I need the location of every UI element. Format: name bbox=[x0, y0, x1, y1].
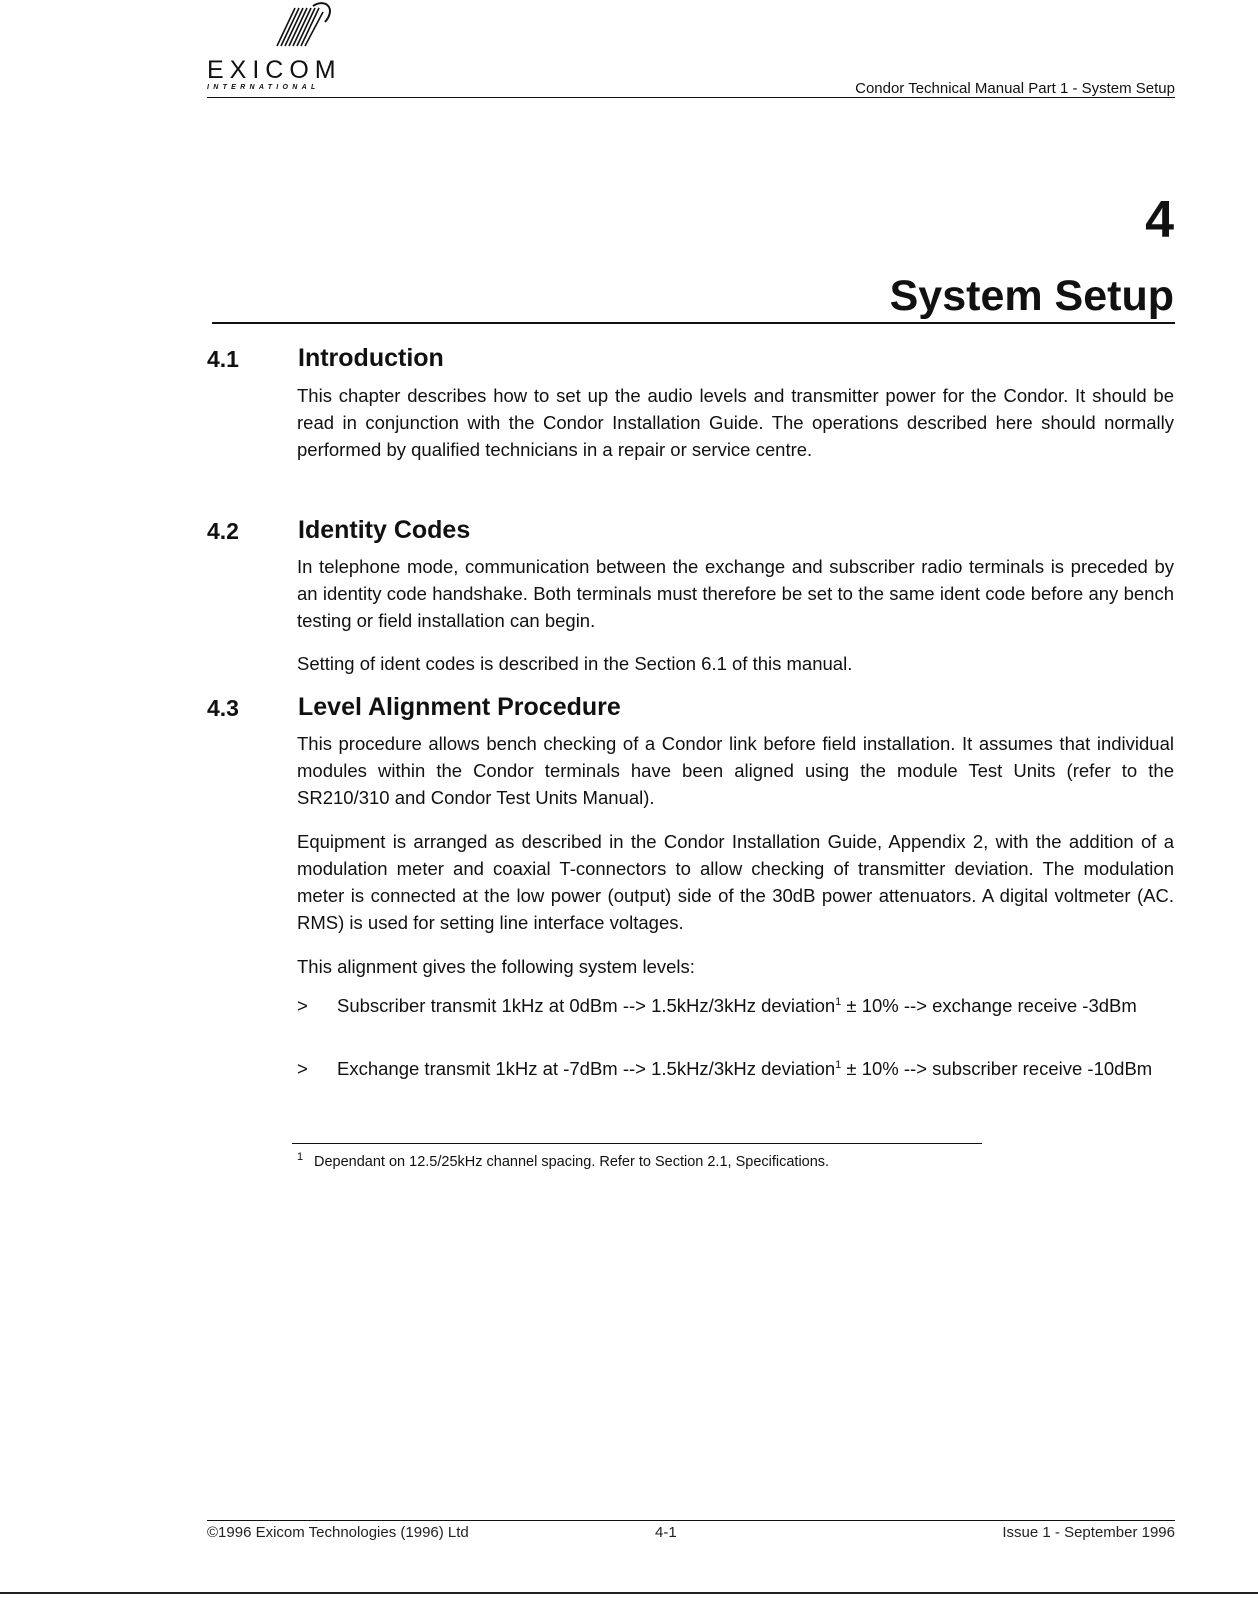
chapter-title: System Setup bbox=[889, 272, 1174, 320]
logo-mark-icon bbox=[273, 0, 337, 48]
footnote-divider bbox=[292, 1143, 982, 1144]
logo-wordmark: EXICOM bbox=[207, 56, 342, 84]
footnote-ref: 1 bbox=[835, 995, 842, 1008]
section-title-level-alignment: Level Alignment Procedure bbox=[298, 693, 621, 721]
section-title-identity-codes: Identity Codes bbox=[298, 516, 471, 544]
list-item-text: ± 10% --> exchange receive -3dBm bbox=[841, 995, 1137, 1016]
running-header: Condor Technical Manual Part 1 - System Setup bbox=[855, 80, 1175, 97]
exicom-logo bbox=[207, 0, 377, 96]
bullet-marker: > bbox=[297, 995, 308, 1016]
footer-copyright: ©1996 Exicom Technologies (1996) Ltd bbox=[207, 1524, 469, 1541]
chapter-number: 4 bbox=[1145, 191, 1174, 249]
paragraph-identity-codes: In telephone mode, communication between the exchange and subscriber radio terminals is preceded by an identity code handshake. Both terminals must therefore be set to the same ident code before any bench testing or field installation can begin. bbox=[297, 556, 1174, 631]
section-number-4-1: 4.1 bbox=[207, 346, 239, 372]
list-item bbox=[337, 1055, 1174, 1082]
footer-issue: Issue 1 - September 1996 bbox=[1002, 1524, 1175, 1541]
paragraph-introduction: This chapter describes how to set up the audio levels and transmitter power for the Condor. It should be read in conjunction with the Condor Installation Guide. The operations described here should normally performed by qualified technicians in a repair or service centre. bbox=[297, 385, 1174, 460]
list-item bbox=[337, 992, 1174, 1019]
scan-edge-line bbox=[0, 1592, 1258, 1594]
section-title-introduction: Introduction bbox=[298, 344, 444, 372]
chapter-divider bbox=[212, 322, 1175, 324]
section-number-4-3: 4.3 bbox=[207, 695, 239, 721]
footer-page-number: 4-1 bbox=[655, 1524, 677, 1541]
list-item-text: Exchange transmit 1kHz at -7dBm --> 1.5kHz/3kHz deviation bbox=[337, 1058, 836, 1079]
footnote-ref: 1 bbox=[835, 1058, 842, 1071]
section-number-4-2: 4.2 bbox=[207, 518, 239, 544]
paragraph-level-alignment-intro: This procedure allows bench checking of a Condor link before field installation. It assumes that individual modules within the Condor terminals have been aligned using the module Test Units (refer to the SR210/310 and Condor Test Units Manual). bbox=[297, 733, 1174, 808]
footer-divider bbox=[207, 1520, 1175, 1521]
footnote-number: 1 bbox=[297, 1151, 304, 1163]
paragraph-ident-codes-reference: Setting of ident codes is described in the Section 6.1 of this manual. bbox=[297, 653, 853, 674]
logo-subtitle: INTERNATIONAL bbox=[207, 84, 320, 91]
header-divider bbox=[207, 97, 1175, 98]
list-item-text: ± 10% --> subscriber receive -10dBm bbox=[841, 1058, 1153, 1079]
list-item-text: Subscriber transmit 1kHz at 0dBm --> 1.5kHz/3kHz deviation bbox=[337, 995, 836, 1016]
bullet-marker: > bbox=[297, 1058, 308, 1079]
footnote-text: Dependant on 12.5/25kHz channel spacing. Refer to Section 2.1, Specifications. bbox=[314, 1154, 830, 1170]
paragraph-equipment: Equipment is arranged as described in the Condor Installation Guide, Appendix 2, with the addition of a modulation meter and coaxial T-connectors to allow checking of transmitter deviation. The modulation meter is connected at the low power (output) side of the 30dB power attenuators. A digital voltmeter (AC. RMS) is used for setting line interface voltages. bbox=[297, 831, 1174, 933]
paragraph-system-levels: This alignment gives the following system levels: bbox=[297, 956, 695, 977]
